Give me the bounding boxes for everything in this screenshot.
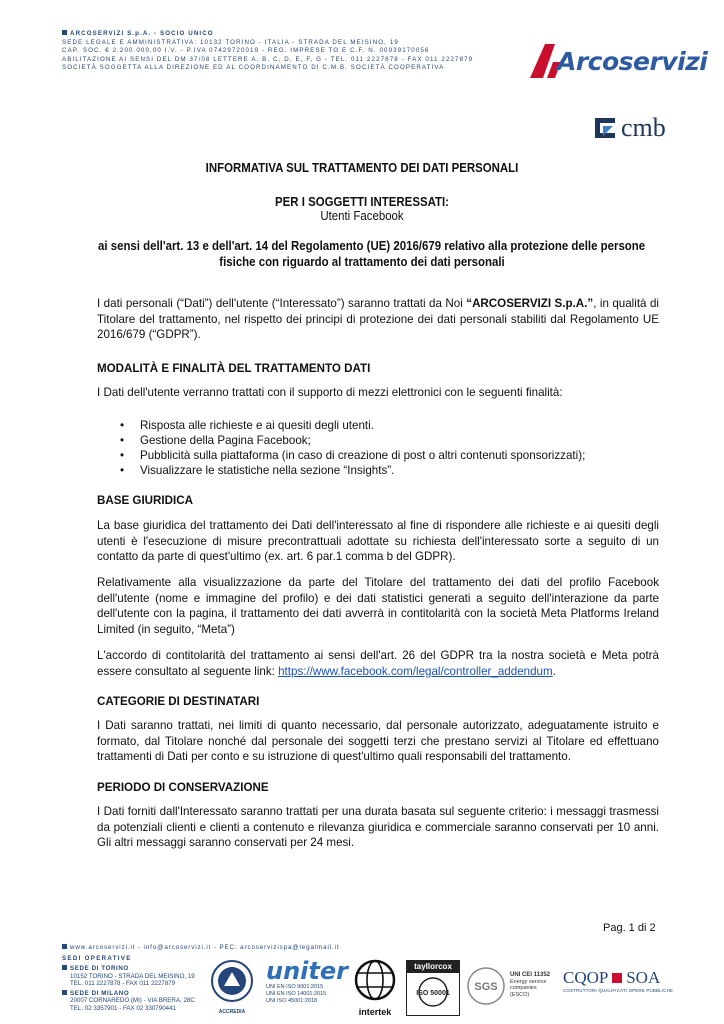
letterhead-line: CAP. SOC. € 2.200.000,00 I.V. - P.IVA 07429720019 - REG. IMPRESE TO E C.F. N. 00939170056 <box>62 47 430 55</box>
globe-icon <box>352 958 398 1002</box>
arcoservizi-logo <box>527 38 708 80</box>
bullet-icon: • <box>120 464 125 477</box>
cqop-mark-icon <box>612 973 622 983</box>
intertek-logo <box>352 958 398 1016</box>
letterhead-line: SOCIETÀ SOGGETTA ALLA DIREZIONE ED AL COORDINAMENTO DI C.M.B. SOCIETÀ COOPERATIVA <box>62 64 445 72</box>
square-bullet-icon <box>62 30 67 35</box>
iso-badge-icon <box>407 973 459 1011</box>
square-bullet-icon <box>62 990 67 995</box>
cei-esco: (ESCO) <box>510 991 530 998</box>
uniter-cert-2: UNI EN ISO 14001:2015 <box>266 990 327 997</box>
cei-title: UNI CEI 11352 <box>510 972 551 978</box>
sgs-logo <box>466 966 506 1006</box>
office-milano-title: SEDE DI MILANO <box>70 990 130 998</box>
offices-heading: SEDI OPERATIVE <box>62 955 132 962</box>
accredia-text: ACCREDIA <box>218 1009 246 1015</box>
office-torino-title: SEDE DI TORINO <box>70 965 129 973</box>
section-heading: BASE GIURIDICA <box>97 494 193 507</box>
cei-certification <box>510 972 562 1002</box>
uniter-cert-3: UNI ISO 45001:2018 <box>266 997 318 1004</box>
footer-offices <box>62 955 195 1012</box>
cqop-subtitle: COSTRUTTORI QUALIFICATI OPERE PUBBLICHE <box>563 988 674 993</box>
square-bullet-icon <box>62 944 67 949</box>
section-text: Relativamente alla visualizzazione da parte del Titolare del trattamento dei dati del profilo Facebook dell'utente (nome e immagine del profilo) e dei dati statistici generati a seguito dell'interazione da parte dell'utente con la pagina, il trattamento dei dati avverrà in contitolarità con la società Meta Platforms Ireland Limited (in seguito, “Meta”) <box>97 576 659 636</box>
document-legal-basis: ai sensi dell'art. 13 e dell'art. 14 del Regolamento (UE) 2016/679 relativo alla protezione delle persone <box>98 238 646 253</box>
office-milano-address: 20007 CORNAREDO (MI) - VIA BRERA, 28C <box>70 997 195 1005</box>
page-number: Pag. 1 di 2 <box>603 922 656 934</box>
section-text: L'accordo di contitolarità del trattamento ai sensi dell'art. 26 del GDPR tra la nostra società e Meta potrà essere consultato al seguente link: https://www.facebook.com/legal/controller_addendum. <box>97 649 659 678</box>
accredia-seal-icon <box>210 958 254 1004</box>
bullet-icon: • <box>120 449 125 462</box>
tayllorcox-text: tayllorcox <box>407 961 459 973</box>
cqop-soa-logo <box>563 968 689 1008</box>
section-text: La base giuridica del trattamento dei Dati dell'interessato al fine di rispondere alle richieste e ai quesiti degli utenti è l'esecuzione di misure precontrattuali adottate su richiesta dell'interessato sorte a seguito di un contatto da parte di quest'ultimo (ex. art. 6 par.1 comma b del GDPR). <box>97 519 659 564</box>
company-name: “ARCOSERVIZI S.p.A.” <box>466 297 594 310</box>
letterhead <box>62 30 512 73</box>
document-title: INFORMATIVA SUL TRATTAMENTO DEI DATI PERSONALI <box>205 160 519 175</box>
list-item: • Risposta alle richieste e ai quesiti degli utenti. <box>120 419 374 432</box>
section-heading: CATEGORIE DI DESTINATARI <box>97 695 260 708</box>
list-item: • Gestione della Pagina Facebook; <box>120 434 311 447</box>
uniter-text: uniter <box>266 957 348 985</box>
footer-contacts: www.arcoservizi.it - info@arcoservizi.it - PEC: arcoservizispa@legalmail.it <box>62 944 340 951</box>
arcoservizi-logo-text: Arcoservizi <box>557 47 708 76</box>
document-legal-basis-cont: fisiche con riguardo al trattamento dei dati personali <box>219 254 505 269</box>
letterhead-company: ARCOSERVIZI S.p.A. - SOCIO UNICO <box>70 30 214 37</box>
bullet-icon: • <box>120 419 125 432</box>
intertek-text: intertek <box>358 1007 392 1017</box>
office-torino-address: 10152 TORINO - STRADA DEL MEISINO, 19 <box>70 972 195 980</box>
cei-subtitle: Energy service companies <box>510 978 547 991</box>
office-milano-phone: TEL. 02 3357901 - FAX 02 330790441 <box>70 1004 176 1012</box>
iso50001-text: ISO 50001 <box>416 990 450 997</box>
letterhead-line: ABILITAZIONE AI SENSI DEL DM 37/08 LETTERE A, B, C, D, E, F, G - TEL. 011 2227878 - FAX 011 2227879 <box>62 55 474 63</box>
sgs-text: SGS <box>474 981 498 993</box>
square-bullet-icon <box>62 965 67 970</box>
office-torino-phone: TEL. 011 2227878 - FAX 011 2227879 <box>70 979 176 987</box>
document-subtitle: PER I SOGGETTI INTERESSATI: <box>275 194 449 209</box>
cmb-logo-icon <box>595 118 615 138</box>
cmb-logo <box>595 114 705 140</box>
bullet-icon: • <box>120 434 125 447</box>
accredia-logo <box>210 958 254 1014</box>
letterhead-line: SEDE LEGALE E AMMINISTRATIVA: 10132 TORINO - ITALIA - STRADA DEL MEISINO, 19 <box>62 38 399 46</box>
section-heading: PERIODO DI CONSERVAZIONE <box>97 781 269 794</box>
section-text: I Dati forniti dall'Interessato saranno trattati per una durata basata sul seguente criterio: i messaggi trasmessi da potenziali clienti e clienti a contenuto e rilevanza giuridica e commerciale saranno conservati per 10 anni. Gli altri messaggi saranno conservati per 24 mesi. <box>97 805 659 850</box>
uniter-logo <box>266 958 346 1016</box>
cmb-logo-text: cmb <box>621 113 666 142</box>
section-text: I Dati saranno trattati, nei limiti di quanto necessario, dal personale autorizzato, adeguatamente istruito e formato, dal Titolare nonché dal personale dei soggetti terzi che prestano servizi al Titolare ed effettuano trattamenti di Dati per conto e su istruzione di quest'ultimo quali responsabili del trattamento. <box>97 719 659 764</box>
section-text: I Dati dell'utente verranno trattati con il supporto di mezzi elettronici con le seguenti finalità: <box>97 386 563 399</box>
controller-addendum-link[interactable]: https://www.facebook.com/legal/controller_addendum <box>278 664 553 678</box>
intro-paragraph: I dati personali (“Dati”) dell'utente (“Interessato”) saranno trattati da Noi “ARCOSERVIZI S.p.A.”, in qualità di Titolare del trattamento, nel rispetto dei principi di protezione dei dati personali stabiliti dal Regolamento UE 2016/679 (“GDPR”). <box>97 297 659 342</box>
tayllorcox-logo <box>406 960 460 1016</box>
uniter-cert-1: UNI EN ISO 9001:2015 <box>266 984 324 990</box>
document-audience: Utenti Facebook <box>320 208 404 223</box>
list-item: • Pubblicità sulla piattaforma (in caso di creazione di post o altri contenuti sponsorizzati); <box>120 449 586 462</box>
soa-text: SOA <box>626 968 661 987</box>
section-heading: MODALITÀ E FINALITÀ DEL TRATTAMENTO DATI <box>97 362 371 375</box>
cqop-text: CQOP <box>563 968 608 987</box>
sgs-seal-icon <box>466 966 506 1006</box>
list-item: • Visualizzare le statistiche nella sezione “Insights”. <box>120 464 395 477</box>
